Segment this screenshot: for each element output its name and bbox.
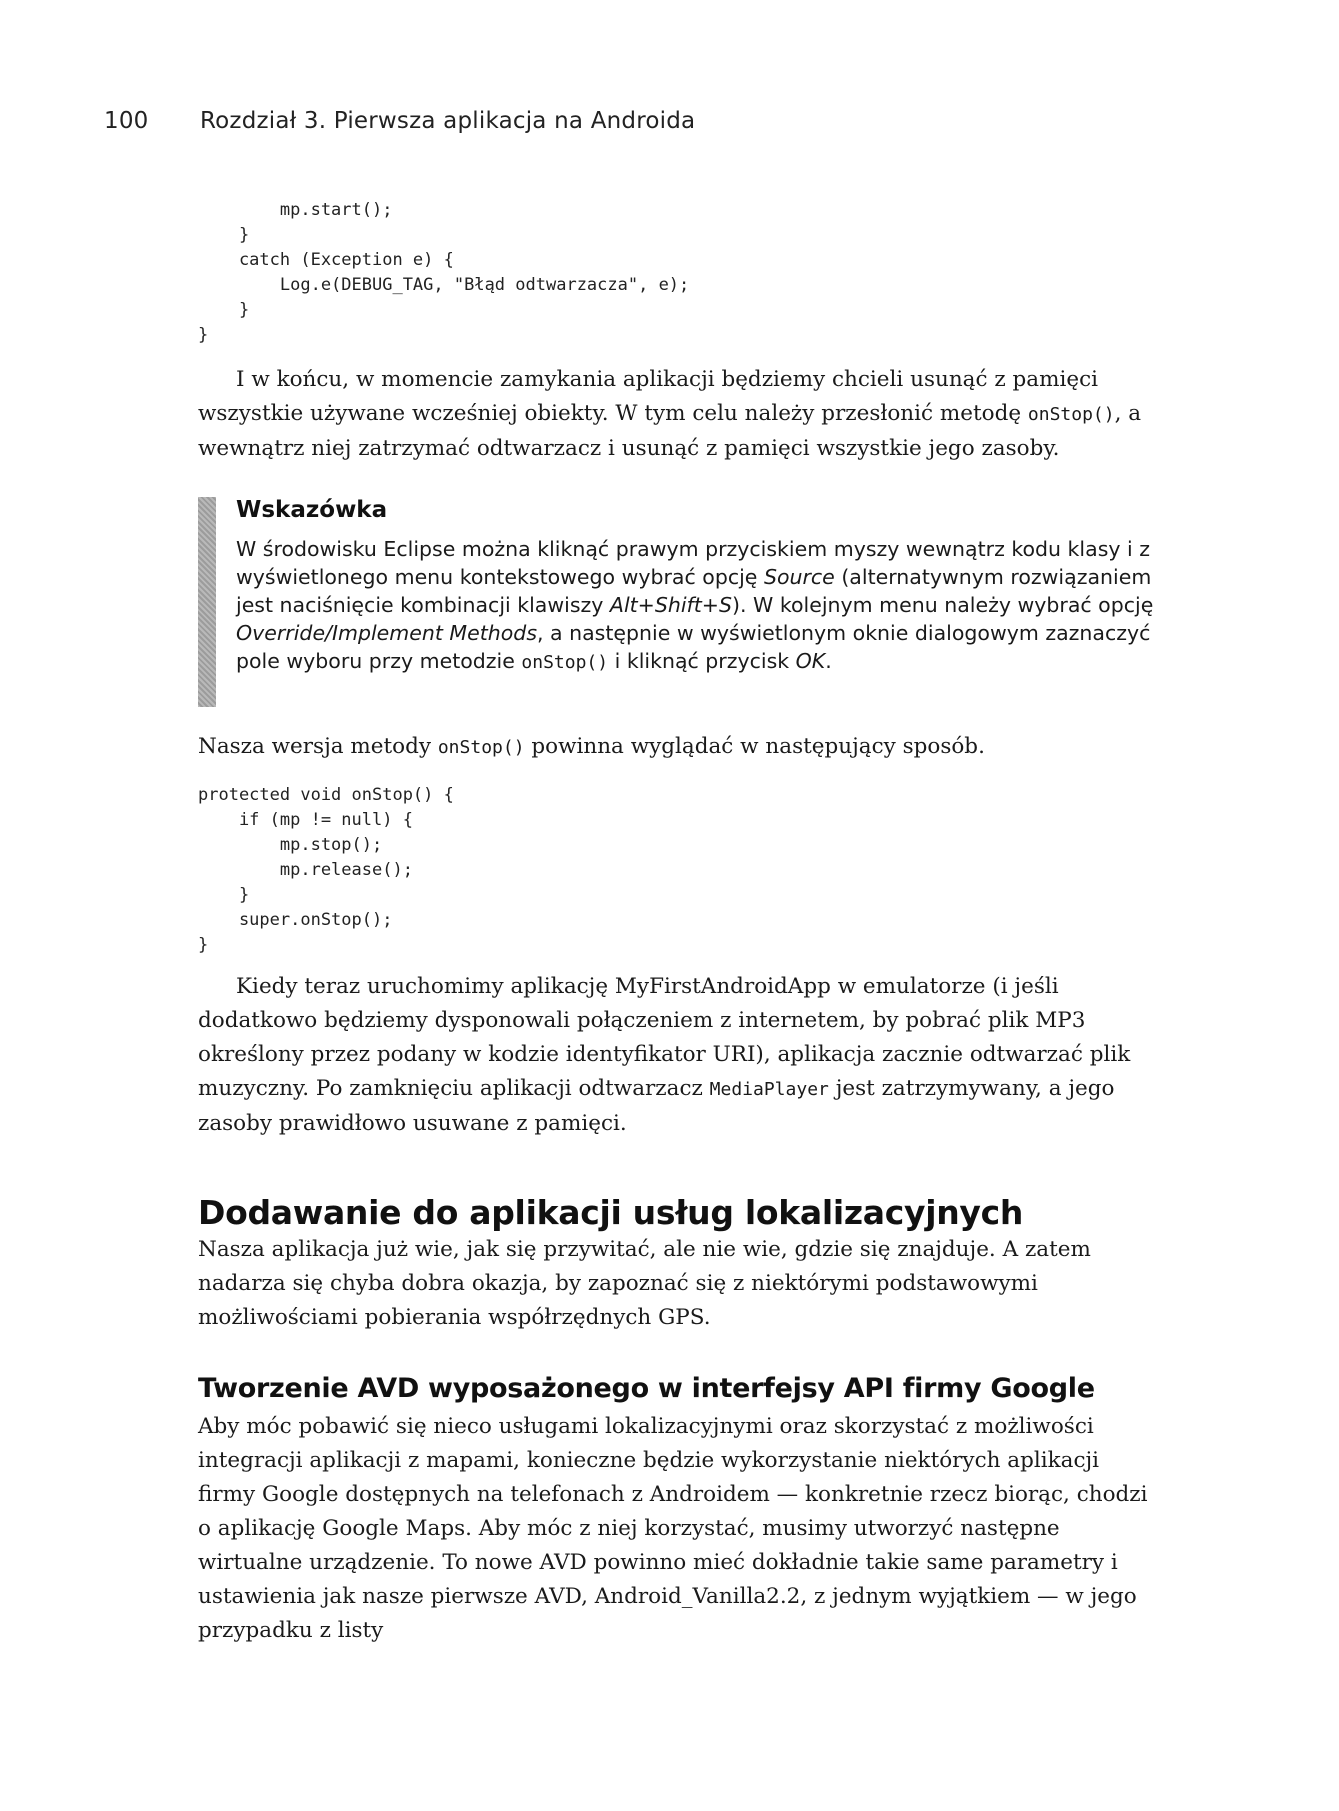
paragraph-avd-google: Aby móc pobawić się nieco usługami lokalizacyjnymi oraz skorzystać z możliwości integracji aplikacji z mapami, konieczne będzie wykorzystanie niektórych aplikacji firmy Google dostępnych na telefonach z Androidem — konkretnie rzecz biorąc, chodzi o aplikację Google Maps. Aby móc z niej korzystać, musimy utworzyć następne wirtualne urządzenie. To nowe AVD powinno mieć dokładnie takie same parametry i ustawienia jak nasze pierwsze AVD, Android_Vanilla2.2, z jednym wyjątkiem — w jego przypadku z listy <box>198 1414 1148 1643</box>
code-block-onstop: protected void onStop() { if (mp != null) { mp.stop(); mp.release(); } super.onStop(); } <box>198 785 454 955</box>
section-heading: Dodawanie do aplikacji usług lokalizacyjnych <box>198 1193 1024 1232</box>
tip-sidebar <box>198 497 216 707</box>
paragraph-location-intro: Nasza aplikacja już wie, jak się przywitać, ale nie wie, gdzie się znajduje. A zatem nadarza się chyba dobra okazja, by zapoznać się z niektórymi podstawowymi możliwościami pobierania współrzędnych GPS. <box>198 1237 1091 1330</box>
chapter-title: Rozdział 3. Pierwsza aplikacja na Androida <box>200 108 696 134</box>
tip-body: W środowisku Eclipse można kliknąć prawym przyciskiem myszy wewnątrz kodu klasy i z wyświetlonego menu kontekstowego wybrać opcję Source (alternatywnym rozwiązaniem jest naciśnięcie kombinacji klawiszy Alt+Shift+S). W kolejnym menu należy wybrać opcję Override/Implement Methods, a następnie w wyświetlonym oknie dialogowym zaznaczyć pole wyboru przy metodzie onStop() i kliknąć przycisk OK. <box>236 537 1154 673</box>
inline-code: onStop() <box>1027 404 1115 425</box>
inline-code: onStop() <box>521 652 609 673</box>
paragraph-onstop-version: Nasza wersja metody onStop() powinna wyglądać w następujący sposób. <box>198 734 985 759</box>
running-header <box>104 108 695 134</box>
inline-code: onStop() <box>437 737 525 758</box>
tip-box <box>198 497 1158 707</box>
inline-code: MediaPlayer <box>709 1079 829 1100</box>
subsection-heading: Tworzenie AVD wyposażonego w interfejsy API firmy Google <box>198 1373 1095 1404</box>
code-block-top: mp.start(); } catch (Exception e) { Log.e(DEBUG_TAG, "Błąd odtwarzacza", e); } } <box>198 200 690 345</box>
paragraph-onstop-intro: I w końcu, w momencie zamykania aplikacji będziemy chcieli usunąć z pamięci wszystkie używane wcześniej obiekty. W tym celu należy przesłonić metodę onStop(), a wewnątrz niej zatrzymać odtwarzacz i usunąć z pamięci wszystkie jego zasoby. <box>198 367 1142 461</box>
paragraph-run-app: Kiedy teraz uruchomimy aplikację MyFirstAndroidApp w emulatorze (i jeśli dodatkowo będziemy dysponowali połączeniem z internetem, by pobrać plik MP3 określony przez podany w kodzie identyfikator URI), aplikacja zacznie odtwarzać plik muzyczny. Po zamknięciu aplikacji odtwarzacz MediaPlayer jest zatrzymywany, a jego zasoby prawidłowo usuwane z pamięci. <box>198 974 1131 1136</box>
tip-title: Wskazówka <box>236 497 388 523</box>
page-number: 100 <box>104 108 149 134</box>
